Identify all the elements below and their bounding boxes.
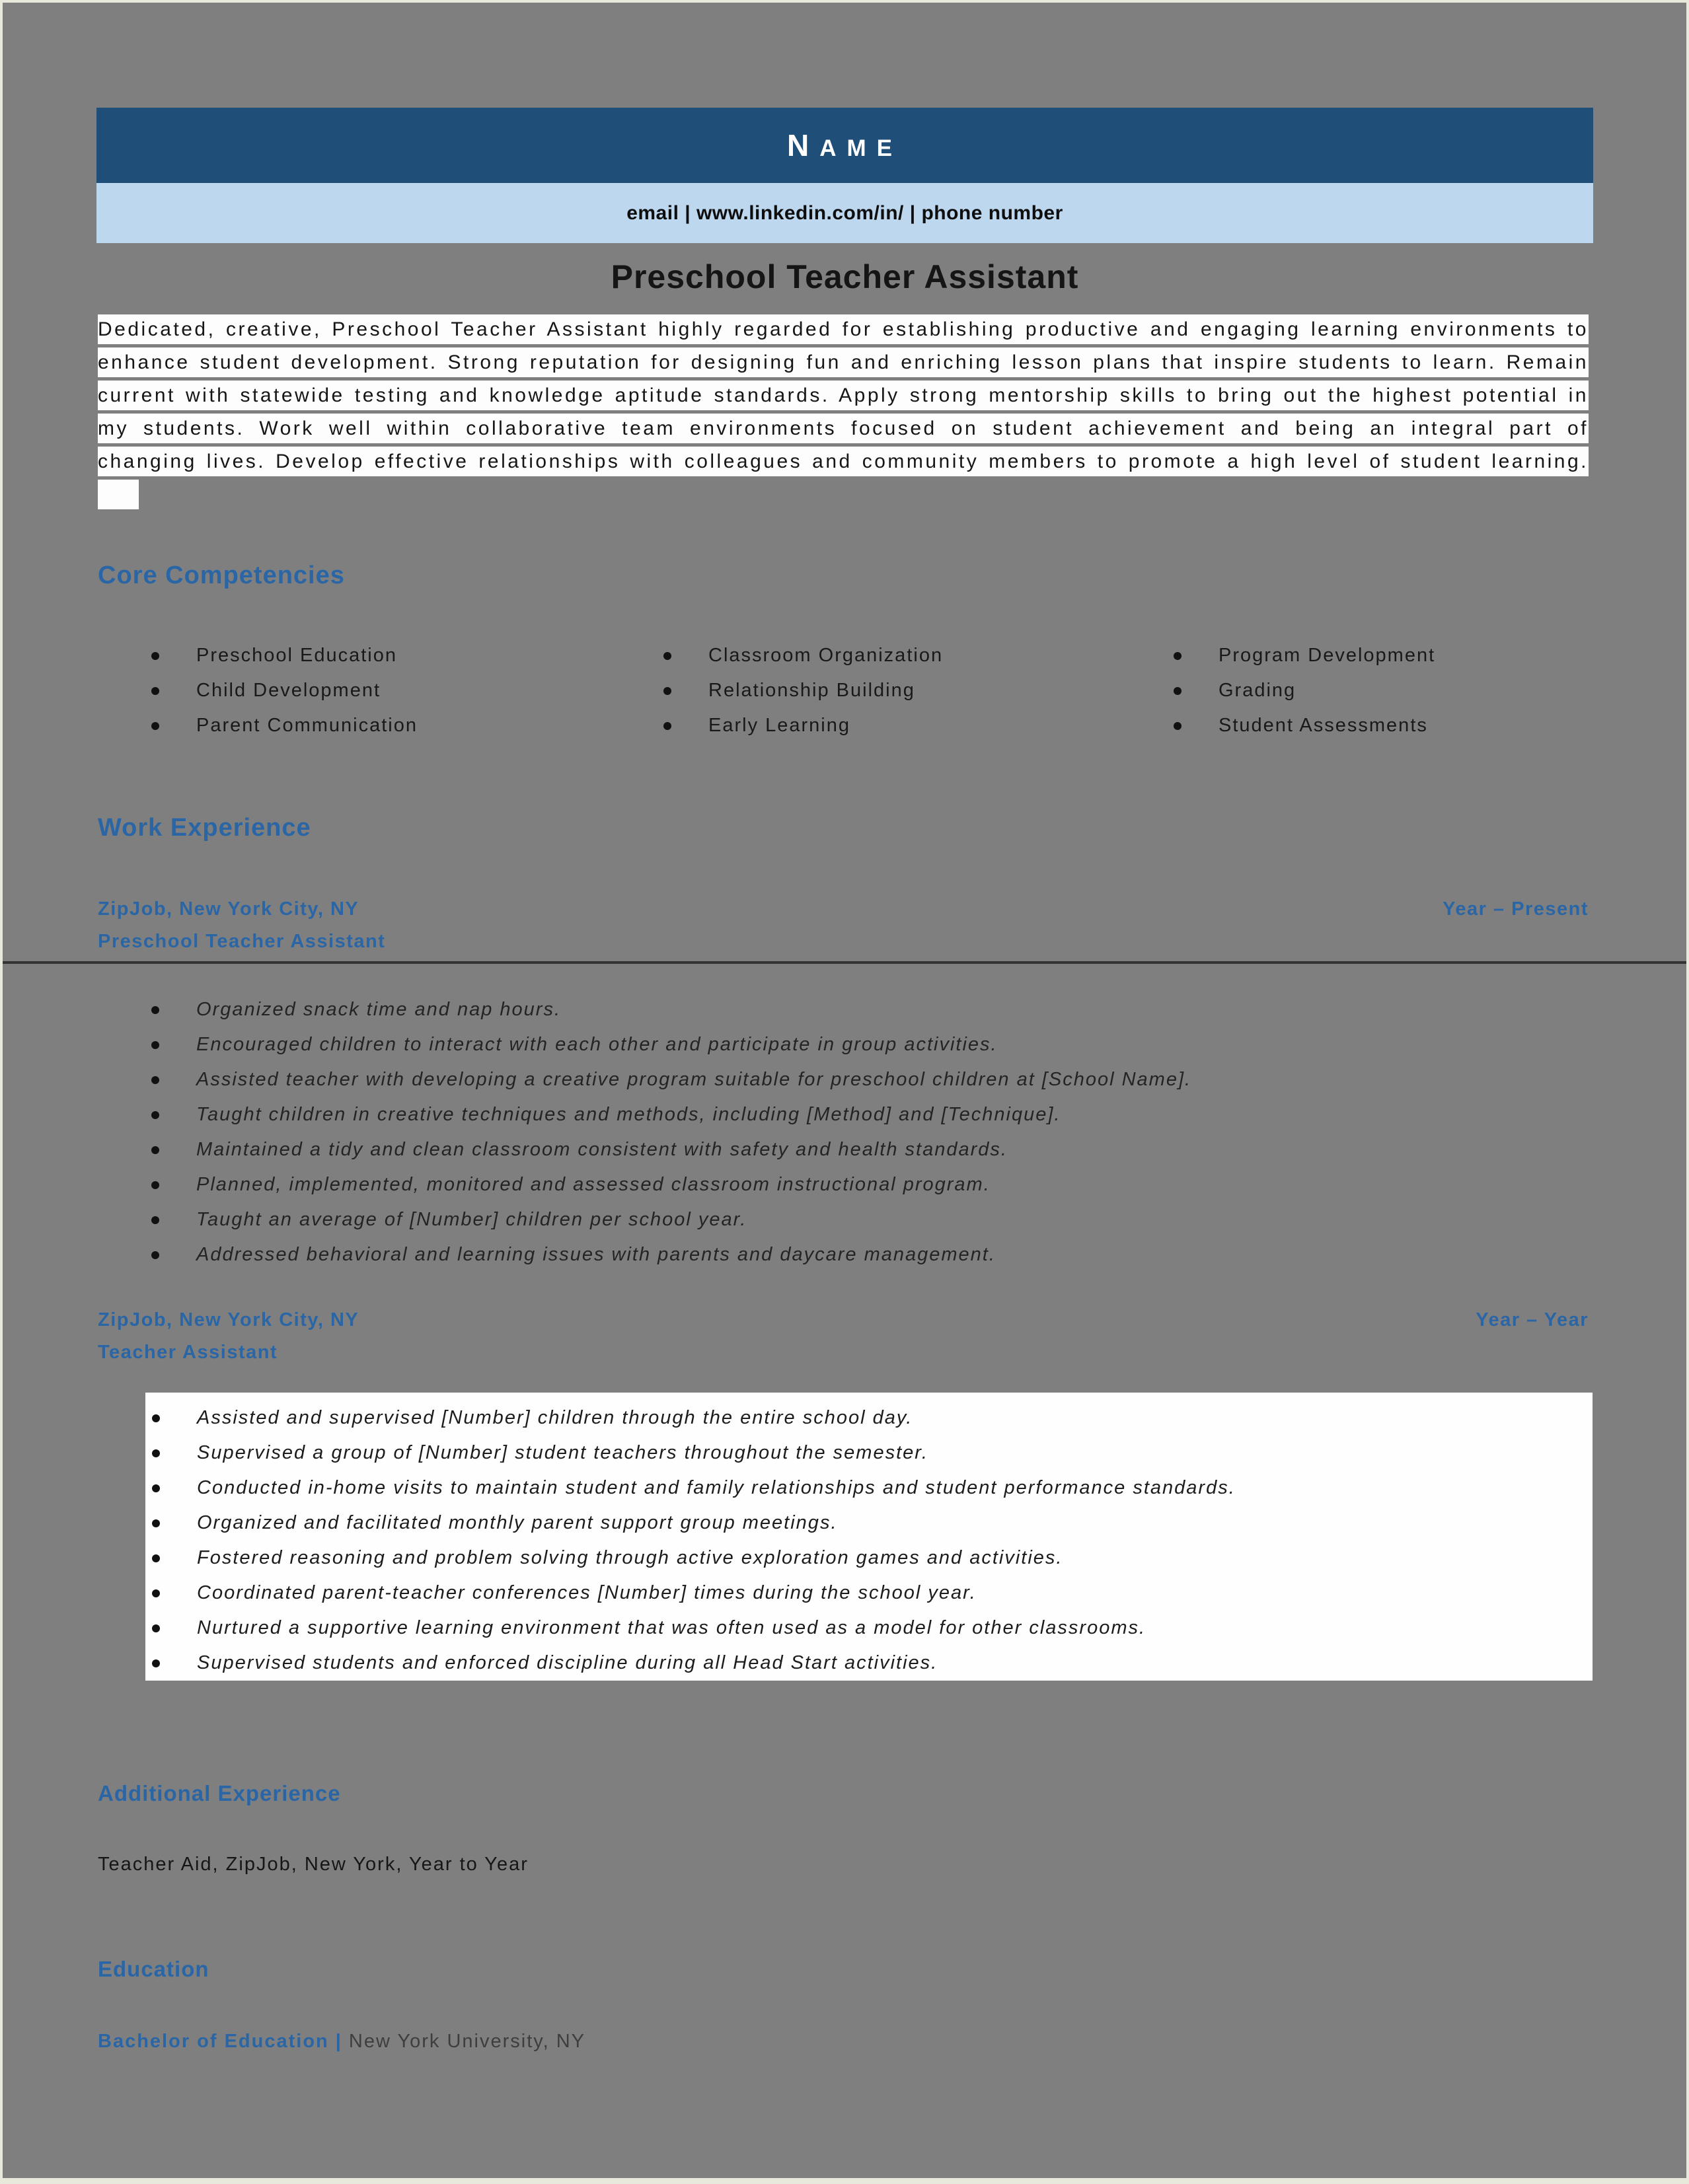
competency-item: Relationship Building xyxy=(661,673,943,708)
school-name: New York University, NY xyxy=(348,2031,586,2052)
person-name: NAME xyxy=(786,128,903,163)
additional-experience-entry: Teacher Aid, ZipJob, New York, Year to Year xyxy=(98,1854,529,1875)
resume-title: Preschool Teacher Assistant xyxy=(611,258,1079,295)
summary-paragraph xyxy=(98,313,1589,511)
contact-banner xyxy=(96,183,1593,243)
bullet-item: Nurtured a supportive learning environment that was often used as a model for other classrooms. xyxy=(149,1611,1593,1646)
company-name: ZipJob, New York City, NY xyxy=(98,898,359,920)
section-heading-additional-experience: Additional Experience xyxy=(98,1781,341,1805)
competency-item: Early Learning xyxy=(661,708,943,743)
competency-item: Student Assessments xyxy=(1171,708,1435,743)
bullet-item: Addressed behavioral and learning issues with parents and daycare management. xyxy=(149,1237,1583,1272)
job-title: Teacher Assistant xyxy=(98,1342,278,1363)
highlight-block xyxy=(145,1393,1593,1681)
competency-item: Grading xyxy=(1171,673,1435,708)
competency-item: Program Development xyxy=(1171,638,1435,673)
summary-highlight-text: Dedicated, creative, Preschool Teacher Assistant highly regarded for establishing productive and engaging learning environments to enhance student development. Strong reputation for designing fun and enriching lesson plans that inspire students to learn. Remain current with statewide testing and knowledge aptitude standards. Apply strong mentorship skills to bring out the highest potential in my students. Work well within collaborative team environments focused on student achievement and being an integral part of changing lives. Develop effective relationships with colleagues and community members to promote a high level of student learning. xyxy=(98,314,1589,509)
job-entry-2-bullets xyxy=(149,1401,1593,1681)
section-heading-education: Education xyxy=(98,1957,209,1981)
bullet-item: Coordinated parent-teacher conferences [Number] times during the school year. xyxy=(149,1576,1593,1611)
name-banner xyxy=(96,108,1593,183)
education-entry xyxy=(98,2031,585,2053)
bullet-item: Supervised a group of [Number] student teachers throughout the semester. xyxy=(149,1436,1593,1471)
bullet-item: Encouraged children to interact with each other and participate in group activities. xyxy=(149,1027,1583,1062)
job-entry-1-bullets xyxy=(149,992,1583,1272)
bullet-item: Assisted teacher with developing a creative program suitable for preschool children at [School Name]. xyxy=(149,1062,1583,1097)
bullet-item: Taught an average of [Number] children per school year. xyxy=(149,1202,1583,1237)
contact-info: email | www.linkedin.com/in/ | phone number xyxy=(626,201,1063,224)
bullet-item: Taught children in creative techniques and methods, including [Method] and [Technique]. xyxy=(149,1097,1583,1132)
bullet-item: Supervised students and enforced discipline during all Head Start activities. xyxy=(149,1646,1593,1681)
competency-item: Parent Communication xyxy=(149,708,418,743)
degree-name: Bachelor of Education xyxy=(98,2031,329,2052)
bullet-item: Maintained a tidy and clean classroom consistent with safety and health standards. xyxy=(149,1132,1583,1167)
job-entry-1-header xyxy=(98,893,1589,958)
bullet-item: Assisted and supervised [Number] children through the entire school day. xyxy=(149,1401,1593,1436)
section-heading-core-competencies: Core Competencies xyxy=(98,562,345,589)
job-title: Preschool Teacher Assistant xyxy=(98,931,386,952)
date-range: Year – Present xyxy=(1443,898,1589,920)
bullet-item: Conducted in-home visits to maintain student and family relationships and student performance standards. xyxy=(149,1471,1593,1506)
competency-column-3 xyxy=(1171,638,1435,743)
date-range: Year – Year xyxy=(1476,1309,1589,1330)
competency-item: Classroom Organization xyxy=(661,638,943,673)
competency-item: Child Development xyxy=(149,673,418,708)
bullet-item: Fostered reasoning and problem solving through active exploration games and activities. xyxy=(149,1541,1593,1576)
page-break-line xyxy=(0,961,1689,964)
bullet-item: Organized and facilitated monthly parent support group meetings. xyxy=(149,1506,1593,1541)
company-name: ZipJob, New York City, NY xyxy=(98,1309,359,1330)
section-heading-work-experience: Work Experience xyxy=(98,814,311,842)
competency-item: Preschool Education xyxy=(149,638,418,673)
competency-column-2 xyxy=(661,638,943,743)
job-entry-2-header xyxy=(98,1304,1589,1369)
separator: | xyxy=(335,2031,342,2052)
bullet-item: Planned, implemented, monitored and assessed classroom instructional program. xyxy=(149,1167,1583,1202)
bullet-item: Organized snack time and nap hours. xyxy=(149,992,1583,1027)
competency-column-1 xyxy=(149,638,418,743)
